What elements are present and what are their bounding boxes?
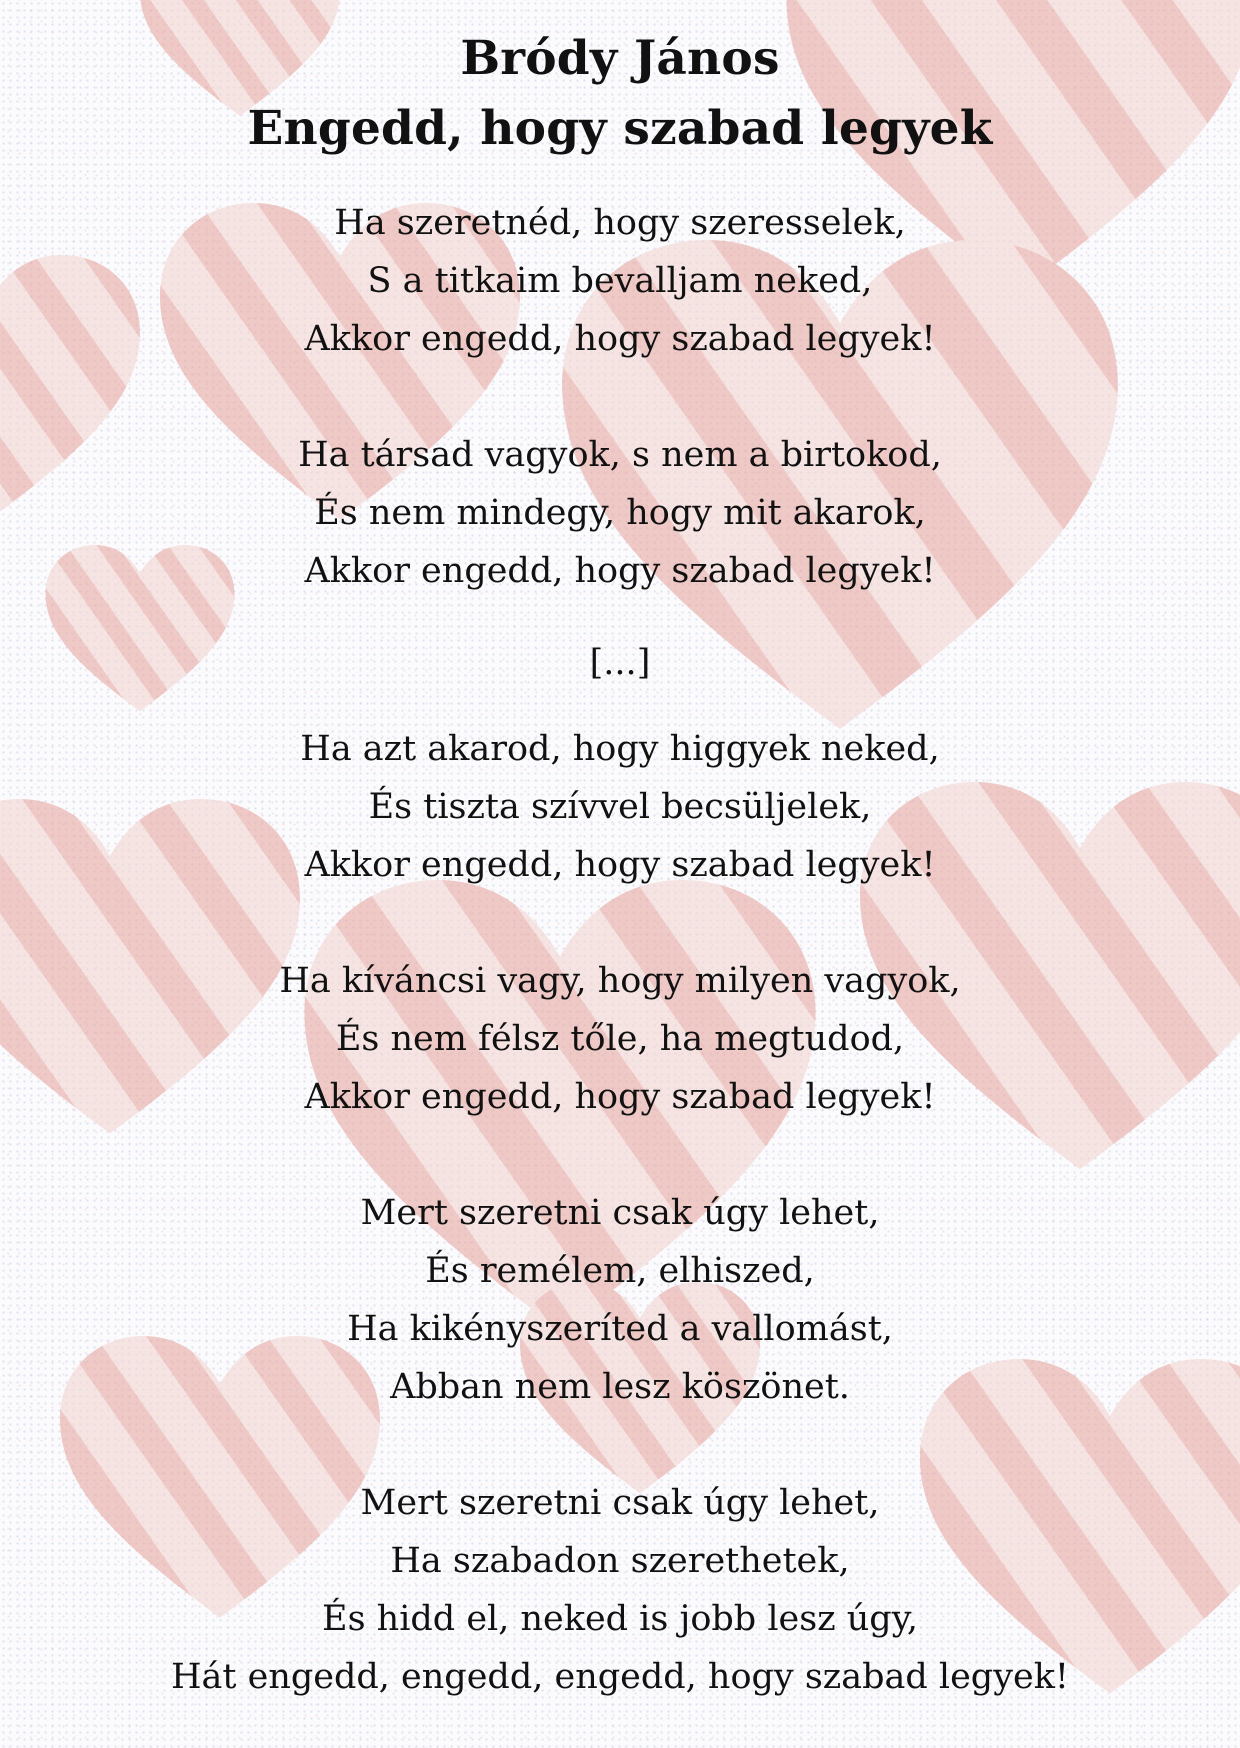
poem-line: Akkor engedd, hogy szabad legyek! [304,1077,936,1117]
poem-line: Ha társad vagyok, s nem a birtokod, [298,435,942,475]
poem-line: Mert szeretni csak úgy lehet, [360,1193,880,1233]
poem-line: Ha azt akarod, hogy higgyek neked, [300,729,940,769]
poem-line: Ha szeretnéd, hogy szeresselek, [334,203,906,243]
poem-line: S a titkaim bevalljam neked, [367,261,873,301]
stanza [0,1474,1240,1706]
stanza [0,720,1240,894]
stanza [0,194,1240,368]
poem-line: Mert szeretni csak úgy lehet, [360,1483,880,1523]
poem-body [0,194,1240,1706]
omission-marker: [...] [589,643,651,683]
author-name: Bródy János [460,31,780,86]
poem-line: Hát engedd, engedd, engedd, hogy szabad legyek! [171,1657,1069,1697]
poem-line: Ha kikényszeríted a vallomást, [347,1309,893,1349]
poem-line: Abban nem lesz köszönet. [390,1367,850,1407]
poem-line: Akkor engedd, hogy szabad legyek! [304,319,936,359]
poem-line: És nem félsz tőle, ha megtudod, [335,1019,905,1059]
poem-line: És hidd el, neked is jobb lesz úgy, [322,1599,918,1639]
poem-line: És remélem, elhiszed, [425,1251,815,1291]
poem-line: És tiszta szívvel becsüljelek, [368,787,872,827]
poem-title: Engedd, hogy szabad legyek [247,101,993,156]
poem-line: És nem mindegy, hogy mit akarok, [314,493,926,533]
poem-line: Akkor engedd, hogy szabad legyek! [304,845,936,885]
page-header [0,24,1240,164]
poem-line: Ha szabadon szerethetek, [390,1541,850,1581]
poem-line: Akkor engedd, hogy szabad legyek! [304,551,936,591]
poem-line: Ha kíváncsi vagy, hogy milyen vagyok, [279,961,961,1001]
stanza [0,1184,1240,1416]
stanza [0,952,1240,1126]
stanza [0,426,1240,600]
